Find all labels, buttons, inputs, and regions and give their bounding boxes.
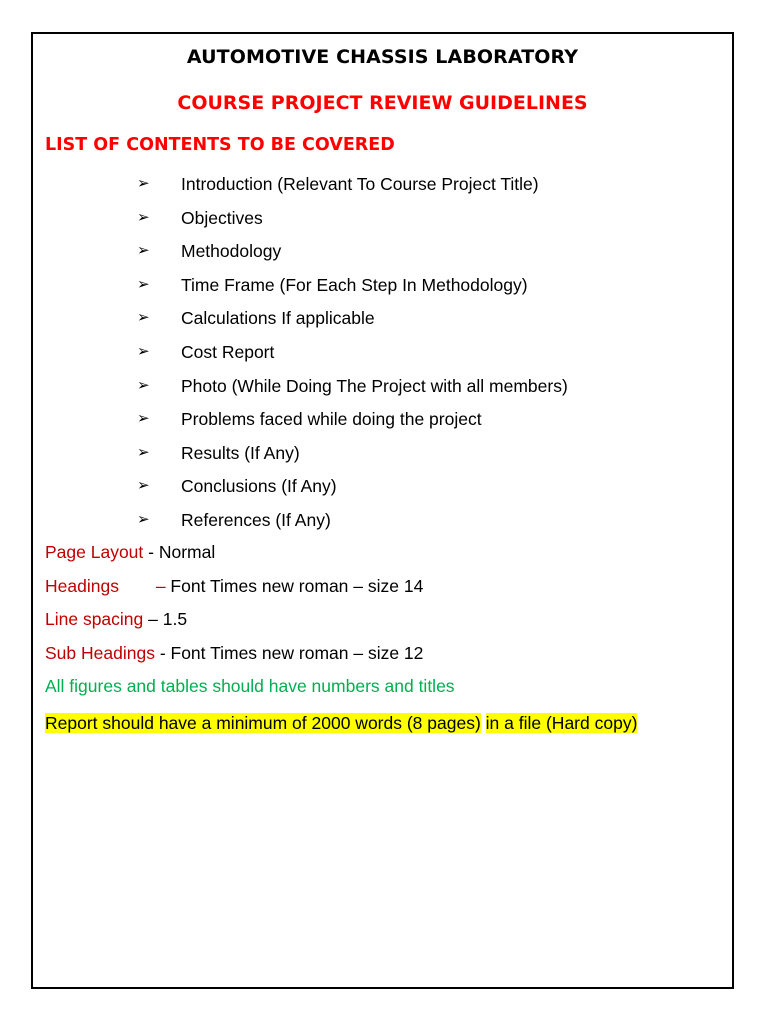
- list-item-text: Methodology: [181, 241, 282, 262]
- report-requirement-note: [45, 707, 679, 740]
- arrow-bullet-icon: ➢: [137, 510, 150, 528]
- list-item: [137, 305, 568, 339]
- spec-page-layout-label: Page Layout: [45, 542, 144, 562]
- arrow-bullet-icon: ➢: [137, 175, 150, 192]
- spec-headings: [45, 573, 685, 607]
- list-item-text: Photo (While Doing The Project with all members): [181, 375, 568, 396]
- spec-line-spacing: [45, 606, 685, 640]
- arrow-bullet-icon: ➢: [137, 208, 150, 226]
- spec-line-spacing-label: Line spacing: [45, 609, 144, 630]
- list-item: [137, 440, 568, 474]
- list-item: [137, 171, 568, 205]
- list-item-text: Cost Report: [181, 341, 275, 362]
- spec-sub-headings-label: Sub Headings: [45, 642, 155, 663]
- list-item: [137, 205, 568, 239]
- list-item-text: Conclusions (If Any): [181, 476, 337, 497]
- contents-section-heading: LIST OF CONTENTS TO BE COVERED: [45, 135, 395, 155]
- spec-line-spacing-value: – 1.5: [143, 609, 188, 630]
- spec-headings-dash: –: [150, 575, 166, 596]
- list-item: [137, 339, 568, 373]
- document-title: AUTOMOTIVE CHASSIS LABORATORY: [186, 46, 579, 68]
- arrow-bullet-icon: ➢: [137, 376, 150, 394]
- list-item-text: Time Frame (For Each Step In Methodology): [181, 274, 528, 295]
- report-note-highlight-1: Report should have a minimum of 2000 words (8 pages): [45, 713, 481, 733]
- arrow-bullet-icon: ➢: [137, 309, 150, 327]
- spec-page-layout: [45, 539, 685, 573]
- arrow-bullet-icon: ➢: [137, 242, 150, 260]
- list-item: [137, 238, 568, 272]
- list-item-text: Results (If Any): [181, 442, 300, 463]
- arrow-bullet-icon: ➢: [137, 342, 150, 360]
- list-item: [137, 272, 568, 306]
- document-page-frame: [31, 32, 734, 989]
- list-item-text: Introduction (Relevant To Course Project Title): [181, 174, 539, 194]
- figures-note: All figures and tables should have numbers and titles: [45, 676, 455, 697]
- document-subtitle: COURSE PROJECT REVIEW GUIDELINES: [177, 92, 588, 114]
- figures-note-line: [45, 673, 685, 707]
- list-item-text: Objectives: [181, 207, 263, 228]
- list-item: [137, 473, 568, 507]
- spec-headings-value: Font Times new roman – size 14: [165, 575, 424, 596]
- report-note-highlight-2: in a file (Hard copy): [485, 713, 638, 733]
- list-item: [137, 507, 568, 541]
- spec-sub-headings: [45, 640, 685, 674]
- arrow-bullet-icon: ➢: [137, 275, 150, 293]
- spec-headings-label: Headings: [45, 575, 119, 596]
- list-item-text: References (If Any): [181, 509, 331, 530]
- list-item: [137, 373, 568, 407]
- formatting-specs: [45, 539, 685, 707]
- list-item-text: Problems faced while doing the project: [181, 409, 482, 430]
- arrow-bullet-icon: ➢: [137, 477, 150, 495]
- arrow-bullet-icon: ➢: [137, 410, 150, 428]
- spec-sub-headings-value: - Font Times new roman – size 12: [154, 642, 424, 663]
- spec-page-layout-value: - Normal: [143, 542, 216, 562]
- list-item-text: Calculations If applicable: [181, 308, 375, 329]
- arrow-bullet-icon: ➢: [137, 443, 150, 461]
- contents-list: [137, 171, 568, 541]
- list-item: [137, 406, 568, 440]
